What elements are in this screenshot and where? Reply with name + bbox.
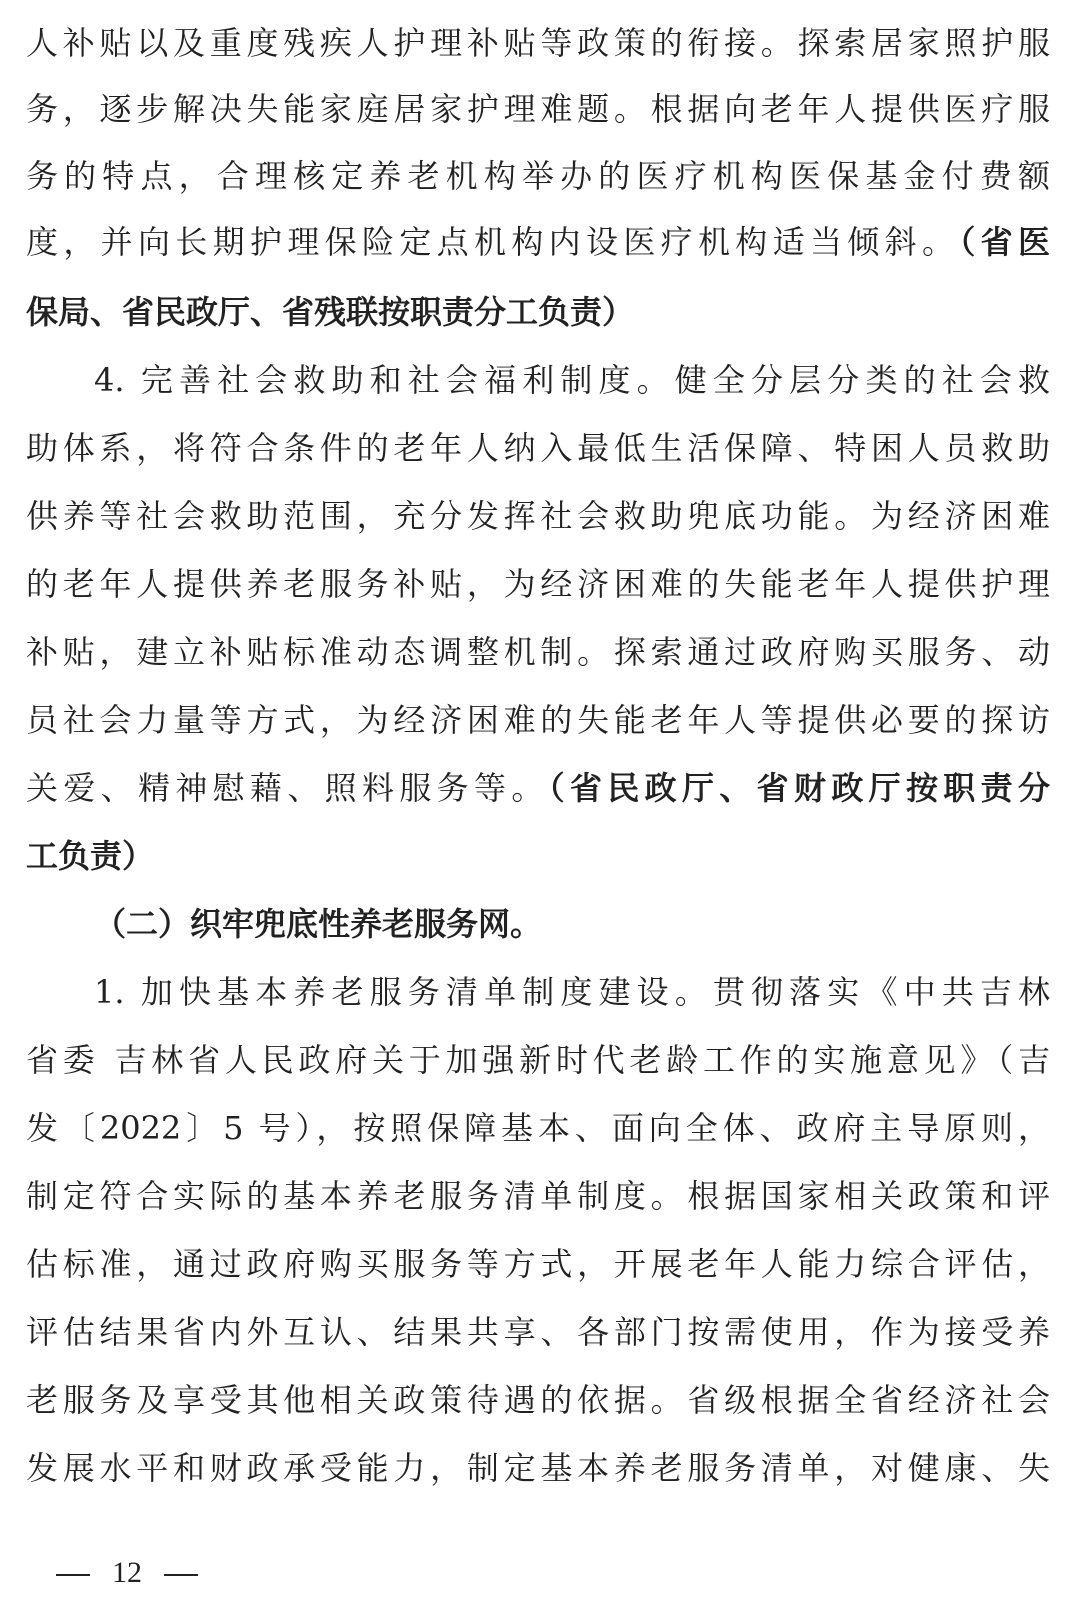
responsibility-note: 工负责）: [26, 837, 155, 875]
text-line: 供养等社会救助范围，充分发挥社会救助兜底功能。为经济困难: [26, 497, 1050, 535]
body-text: 关爱、精神慰藉、照料服务等。: [26, 769, 549, 807]
section-heading: （二）织牢兜底性养老服务网。: [94, 905, 543, 943]
body-text: 度，并向长期护理保险定点机构内设医疗机构适当倾斜。: [26, 223, 960, 261]
page-number-value: 12: [112, 1556, 142, 1589]
text-line: 员社会力量等方式，为经济困难的失能老年人等提供必要的探访: [26, 701, 1050, 739]
responsibility-note: （省医: [959, 223, 1050, 261]
text-line: 老服务及享受其他相关政策待遇的依据。省级根据全省经济社会: [26, 1381, 1050, 1419]
text-line: 人补贴以及重度残疾人护理补贴等政策的衔接。探索居家照护服: [26, 24, 1050, 62]
text-line: 估标准，通过政府购买服务等方式，开展老年人能力综合评估，: [26, 1245, 1050, 1283]
text-line: [26, 753, 1050, 823]
text-line: 的老年人提供养老服务补贴，为经济困难的失能老年人提供护理: [26, 565, 1050, 603]
dash-left: [56, 1574, 90, 1576]
text-line: 务的特点，合理核定养老机构举办的医疗机构医保基金付费额: [26, 157, 1050, 195]
dash-right: [164, 1574, 198, 1576]
section-item-heading: 4. 完善社会救助和社会福利制度。健全分层分类的社会救: [94, 361, 1050, 399]
text-line: 发〔2022〕5 号），按照保障基本、面向全体、政府主导原则，: [26, 1109, 1050, 1147]
text-line: [26, 207, 1050, 277]
section-item-heading: 1. 加快基本养老服务清单制度建设。贯彻落实《中共吉林: [94, 973, 1050, 1011]
responsibility-note: 保局、省民政厅、省残联按职责分工负责）: [26, 293, 635, 331]
responsibility-note: （省民政厅、省财政厅按职责分: [548, 769, 1050, 807]
text-line: 省委 吉林省人民政府关于加强新时代老龄工作的实施意见》（吉: [26, 1041, 1050, 1079]
text-line: 评估结果省内外互认、结果共享、各部门按需使用，作为接受养: [26, 1313, 1050, 1351]
text-line: 务，逐步解决失能家庭居家护理难题。根据向老年人提供医疗服: [26, 90, 1050, 128]
text-line: 补贴，建立补贴标准动态调整机制。探索通过政府购买服务、动: [26, 633, 1050, 671]
text-line: 制定符合实际的基本养老服务清单制度。根据国家相关政策和评: [26, 1177, 1050, 1215]
page-number: [56, 1548, 198, 1598]
text-line: 发展水平和财政承受能力，制定基本养老服务清单，对健康、失: [26, 1449, 1050, 1487]
text-line: 助体系，将符合条件的老年人纳入最低生活保障、特困人员救助: [26, 429, 1050, 467]
